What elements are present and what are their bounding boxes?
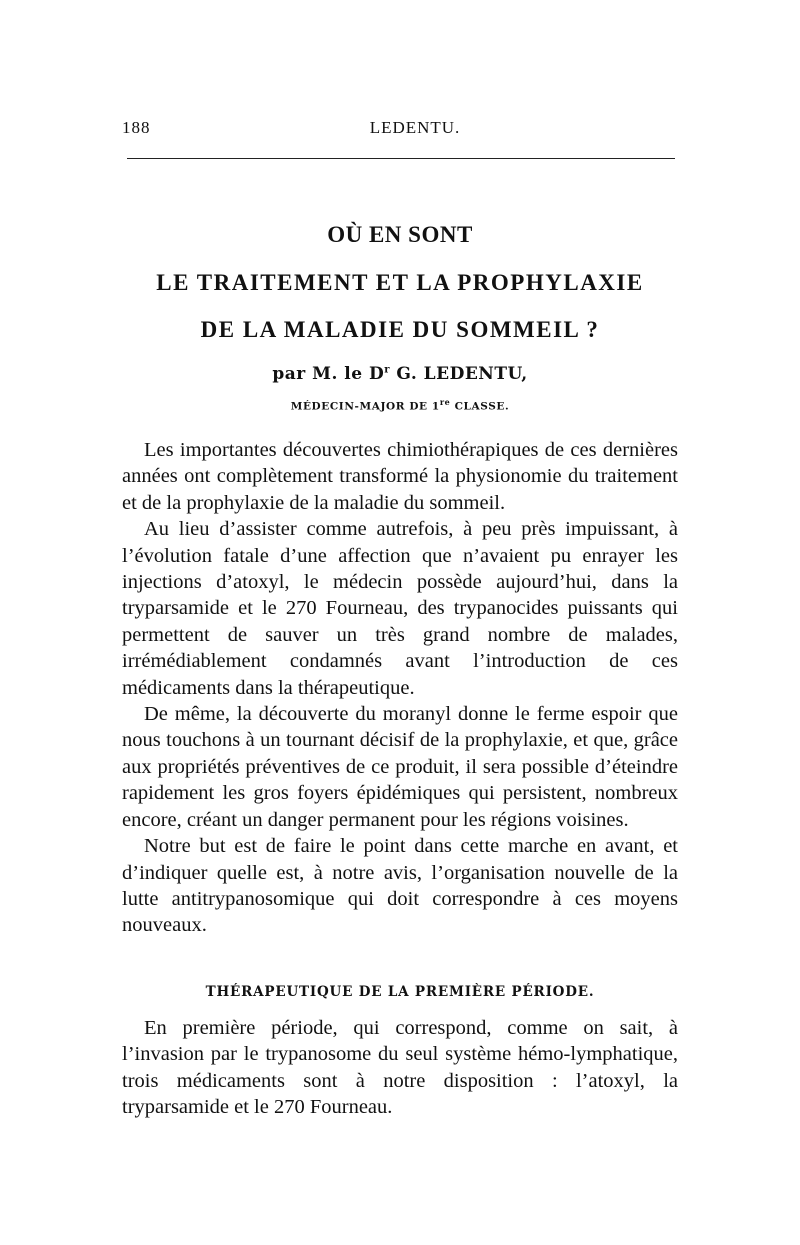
paragraph: Au lieu d’assister comme autrefois, à peu près impuissant, à l’évolution fatale d’une affection que n’avaient pu enrayer les injections d’atoxyl, le médecin possède aujourd’hui, dans la tryparsamide et le 270 Fourneau, des trypanocides puissants qui permettent de sauver un très grand nombre de malades, irrémédiablement condamnés avant l’introduction de ces médicaments dans la thérapeutique.	[122, 518, 678, 699]
affiliation-superscript: re	[439, 397, 451, 407]
article-title-line-3: DE LA MALADIE DU SOMMEIL ?	[200, 317, 600, 342]
affiliation-suffix: CLASSE.	[450, 400, 510, 413]
author-affiliation	[110, 397, 690, 413]
paragraph: Notre but est de faire le point dans cette marche en avant, et d’indiquer quelle est, à notre avis, l’organisation nouvelle de la lutte antitrypanosomique qui doit correspondre à ces moyens nouveaux.	[122, 835, 678, 937]
article-title-line-1: OÙ EN SONT	[327, 222, 473, 247]
section-body	[122, 1015, 678, 1121]
paragraph: Les importantes découvertes chimiothérapiques de ces dernières années ont complètement transformé la physionomie du traitement et de la prophylaxie de la maladie du sommeil.	[122, 439, 678, 514]
author-name: G. LEDENTU,	[390, 364, 528, 384]
page-number: 188	[122, 118, 151, 137]
affiliation-prefix: MÉDECIN-MAJOR DE 1	[290, 400, 440, 413]
running-title: LEDENTU.	[369, 118, 461, 137]
paragraph: En première période, qui correspond, comme on sait, à l’invasion par le trypanosome du seul système hémo-lymphatique, trois médicaments sont à notre disposition : l’atoxyl, la tryparsamide et le 270 Fourneau.	[122, 1017, 678, 1119]
section-heading: THÉRAPEUTIQUE DE LA PREMIÈRE PÉRIODE.	[205, 984, 595, 1000]
author-byline	[110, 364, 690, 384]
article-title-line-2: LE TRAITEMENT ET LA PROPHYLAXIE	[156, 270, 644, 295]
byline-prefix: par M. le D	[272, 364, 385, 384]
header-rule	[127, 158, 675, 159]
article-body	[122, 437, 678, 939]
paragraph: De même, la découverte du moranyl donne le ferme espoir que nous touchons à un tournant décisif de la prophylaxie, et que, grâce aux propriétés préventives de ce produit, il sera possible d’éteindre rapidement les gros foyers épidémiques qui persistent, nombreux encore, créant un danger permanent pour les régions voisines.	[122, 703, 678, 831]
byline-superscript: r	[384, 364, 390, 376]
running-head	[122, 118, 678, 142]
